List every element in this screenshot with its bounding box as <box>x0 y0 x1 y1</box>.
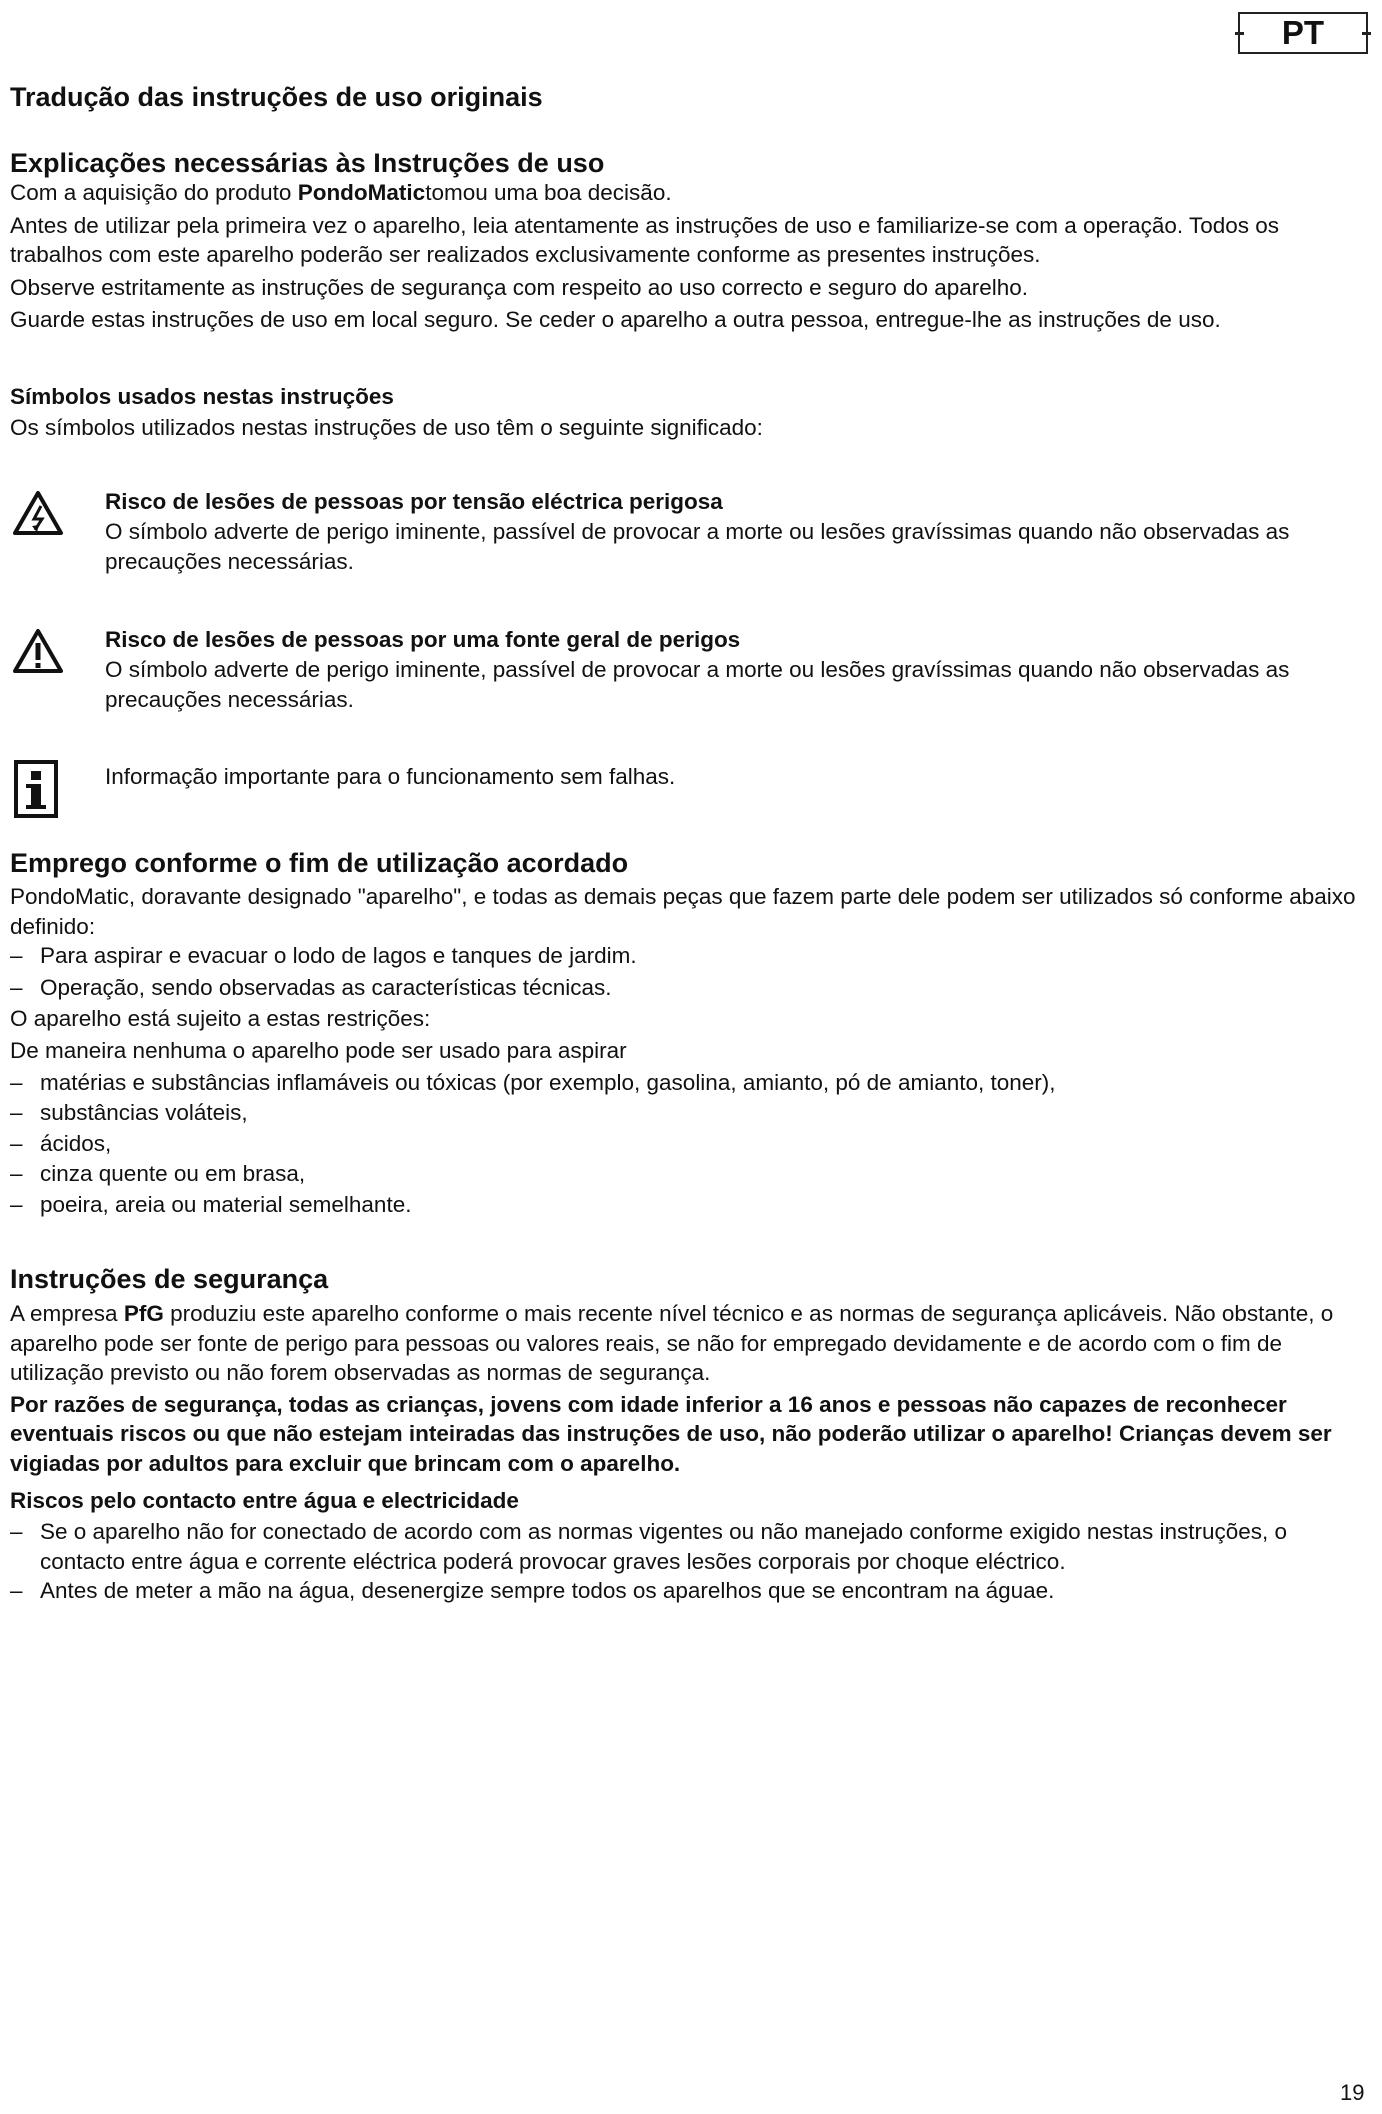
symbols-section <box>10 382 1368 443</box>
restriction-item-5: – poeira, areia ou material semelhante. <box>10 1190 1368 1220</box>
intended-use-section <box>10 846 1368 1220</box>
intended-use-list-item-1: – Para aspirar e evacuar o lodo de lagos e tanques de jardim. <box>10 941 1368 971</box>
water-electricity-item-2: – Antes de meter a mão na água, desenergize sempre todos os aparelhos que se encontram na águae. <box>10 1576 1368 1606</box>
symbol-text-electric: O símbolo adverte de perigo iminente, passível de provocar a morte ou lesões gravíssimas quando não observadas as precauções necessárias. <box>105 519 1290 574</box>
language-badge: PT <box>1238 12 1368 54</box>
intended-use-heading: Emprego conforme o fim de utilização acordado <box>10 848 629 878</box>
safety-children-warning: Por razões de segurança, todas as crianças, jovens com idade inferior a 16 anos e pessoas não capazes de reconhecer eventuais riscos ou que não estejam inteiradas das instruções de uso, não poderão utilizar o aparelho! Crianças devem ser vigiadas por adultos para excluir que brincam com o aparelho. <box>10 1391 1332 1476</box>
safety-heading: Instruções de segurança <box>10 1264 329 1294</box>
intended-use-para1: PondoMatic, doravante designado "aparelho", e todas as demais peças que fazem parte dele podem ser utilizados só conforme abaixo definido: <box>10 884 1356 939</box>
restriction-item-4: – cinza quente ou em brasa, <box>10 1159 1368 1189</box>
restriction-item-1: – matérias e substâncias inflamáveis ou tóxicas (por exemplo, gasolina, amianto, pó de amianto, toner), <box>10 1068 1368 1098</box>
safety-para1-post: produziu este aparelho conforme o mais recente nível técnico e as normas de segurança aplicáveis. Não obstante, o aparelho pode ser fonte de perigo para pessoas ou valores reais, se não for empregado devidamente e de acordo com o fim de utilização previsto ou não forem observadas as normas de segurança. <box>10 1301 1334 1385</box>
general-hazard-icon <box>12 628 64 674</box>
intro-section <box>10 146 1368 335</box>
document-title-block <box>10 80 1368 114</box>
intro-line1-post: tomou uma boa decisão. <box>425 180 672 205</box>
intro-line1-pre: Com a aquisição do produto <box>10 180 298 205</box>
restrictions-intro: O aparelho está sujeito a estas restrições: <box>10 1006 431 1031</box>
symbols-intro: Os símbolos utilizados nestas instruções de uso têm o seguinte significado: <box>10 415 763 440</box>
safety-section <box>10 1262 1368 1606</box>
symbol-title-electric: Risco de lesões de pessoas por tensão eléctrica perigosa <box>105 489 723 514</box>
symbol-item-general <box>105 625 1305 714</box>
company-name: PfG <box>123 1301 164 1326</box>
symbols-heading: Símbolos usados nestas instruções <box>10 384 394 409</box>
safety-para1 <box>10 1299 1368 1388</box>
water-electricity-heading: Riscos pelo contacto entre água e electricidade <box>10 1488 519 1513</box>
symbol-item-info <box>105 762 1305 792</box>
intro-para3: Observe estritamente as instruções de segurança com respeito ao uso correcto e seguro do aparelho. <box>10 274 1029 300</box>
intro-line1 <box>10 178 1368 208</box>
product-name: PondoMatic <box>297 180 426 205</box>
symbol-title-general: Risco de lesões de pessoas por uma fonte geral de perigos <box>105 627 741 652</box>
restriction-item-2: – substâncias voláteis, <box>10 1098 1368 1128</box>
symbol-item-electric <box>105 487 1305 576</box>
safety-para1-pre: A empresa <box>10 1301 124 1326</box>
page-number: 19 <box>1340 2080 1365 2105</box>
intro-para2: Antes de utilizar pela primeira vez o aparelho, leia atentamente as instruções de uso e familiarize-se com a operação. Todos os trabalhos com este aparelho poderão ser realizados exclusivamente conforme as presentes instruções. <box>10 212 1280 267</box>
electric-hazard-icon <box>12 490 64 536</box>
symbol-text-general: O símbolo adverte de perigo iminente, passível de provocar a morte ou lesões gravíssimas quando não observadas as precauções necessárias. <box>105 657 1290 712</box>
water-electricity-item-1: – Se o aparelho não for conectado de acordo com as normas vigentes ou não manejado conforme exigido nestas instruções, o contacto entre água e corrente eléctrica poderá provocar graves lesões corporais por choque eléctrico. <box>10 1517 1368 1576</box>
intended-use-list-item-2: – Operação, sendo observadas as características técnicas. <box>10 973 1368 1003</box>
intro-para4: Guarde estas instruções de uso em local seguro. Se ceder o aparelho a outra pessoa, entregue-lhe as instruções de uso. <box>10 307 1221 332</box>
intro-heading: Explicações necessárias às Instruções de uso <box>10 148 605 178</box>
info-icon <box>14 760 58 818</box>
symbol-text-info: Informação importante para o funcionamento sem falhas. <box>105 764 676 789</box>
restrictions-para: De maneira nenhuma o aparelho pode ser usado para aspirar <box>10 1037 627 1063</box>
document-title: Tradução das instruções de uso originais <box>10 82 543 112</box>
restriction-item-3: – ácidos, <box>10 1129 1368 1159</box>
